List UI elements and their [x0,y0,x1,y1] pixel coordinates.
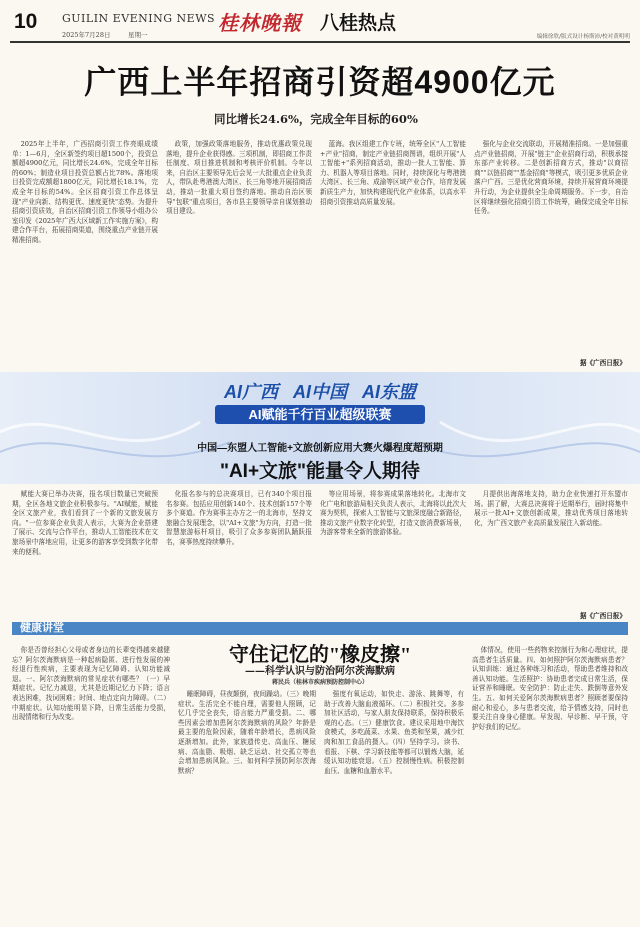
health-subhead: ——科学认识与防治阿尔茨海默病 [245,666,395,677]
health-column-label: 健康讲堂 [20,622,64,634]
ai-banner [0,372,640,484]
health-col-3: 强度有氧运动，如快走、游泳、跳舞等，有助于改善大脑血液循环。（二）积极社交。多参加社区活动，与家人朋友保持联系，保持积极乐观的心态。（三）健康饮食。建议采用地中海饮食模式，多吃蔬菜、水果、鱼类和坚果，减少红肉和加工食品的摄入。（四）坚持学习。读书、看报、下棋、学习新技能等都可以锻炼大脑，延缓认知功能衰退。（五）控制慢性病。积极控制血压、血糖和血脂水平。 [324,690,464,775]
paper-logo: 桂林晚報 [218,11,302,35]
ai-col-4: 月提供出海落地支持，助力企业快速打开东盟市场。据了解，大赛总决赛将于近期举行，届时将集中展示一批AI+文旅创新成果，推动优秀项目落地转化，为广西文旅产业高质量发展注入新动能。 [474,490,628,527]
section-title: 八桂热点 [320,13,397,34]
ai-col-3: 等应用场景，将参赛成果落地转化。北海市文化广电和旅游局相关负责人表示，北海将以此次大赛为契机，探索人工智能与文旅深度融合新路径，推动文旅产业数字化转型，打造文旅消费新场景，为游客带来全新的旅游体验。 [320,490,466,537]
story1-credit: 据《广西日报》 [579,359,626,367]
health-tag [0,622,640,636]
health-headline: 守住记忆的"橡皮擦" [228,644,412,666]
health-author: 蒋民兵（桂林市疾病预防控制中心） [271,679,368,686]
story1-col-4: 强化与企业交流联动，开展精准招商。一是加强重点产业链招商，开展"链主"企业招商行动，积极承接东部产业转移。二是创新招商方式，推动"以商招商""以链招商""基金招商"等模式，吸引更多优质企业落户广西。三是优化营商环境，持续开展营商环境提升行动，为企业提供全生命周期服务。下一步，自治区将继续强化招商引资工作统筹，确保完成全年目标任务。 [474,140,628,216]
health-tag-bar [12,622,628,635]
story1-col-3: 蓝海。我区组建工作专班，统筹全区"人工智能+产业"招商，制定产业链招商图谱，组织开展"人工智能+"系列招商活动，推动一批人工智能、算力、机器人等项目落地。同时，持续深化与粤港澳大湾区、长三角、成渝等区域产业合作，培育发展新质生产力，加快构建现代化产业体系，以高水平招商引资推动高质量发展。 [320,140,466,206]
brand-ai-china: AI中国 [293,382,347,402]
editor-credit: 编辑徐欣/版式设计杨斯沛/校对黄明明 [536,34,630,40]
issue-date: 2025年7月28日 [62,31,111,39]
banner-brand-row [0,378,640,404]
story1-subhead: 同比增长24.6%，完成全年目标的60% [214,112,418,126]
story1-headline: 广西上半年招商引资超4900亿元 [84,64,556,100]
health-col-1: 你是否曾经担心父母或者身边的长辈变得越来越健忘？阿尔茨海默病是一种起病隐匿、进行性发展的神经退行性疾病，主要表现为记忆障碍、认知功能减退。一、阿尔茨海默病的常见症状有哪些？（一）早期症状。记忆力减退，尤其是近期记忆力下降；语言表达困难，找词困难；时间、地点定向力障碍。（二）中期症状。认知功能明显下降，日常生活能力受损，出现情绪和行为改变。 [12,646,170,722]
ai-col-2: 化报名参与的总决赛项目，已有340个项目报名参赛。包括应用创新140个、技术创新157个等多个赛道。作为赛事主办方之一的北海市，坚持文旅融合发展理念，以"AI+文旅"为方向，打造一批智慧旅游标杆项目，吸引了众多参赛团队踊跃报名，赛事热度持续攀升。 [166,490,312,546]
brand-ai-guangxi: AI广西 [223,382,278,402]
banner-headline: "AI+文旅"能量令人期待 [219,461,421,482]
banner-subline: 中国—东盟人工智能+文旅创新应用大赛火爆程度超预期 [197,443,443,454]
masthead-rule [10,41,630,43]
issue-weekday: 星期一 [128,31,148,39]
health-col-2: 睡眠障碍，昼夜颠倒，夜间躁动。（三）晚期症状。生活完全不能自理，需要他人照顾，记忆几乎完全丧失，语言能力严重受损。二、哪些因素会增加患阿尔茨海默病的风险？年龄是最主要的危险因素，随着年龄增长，患病风险逐渐增加。此外，家族遗传史、高血压、糖尿病、高血脂、吸烟、缺乏运动、社交孤立等也会增加患病风险。三、如何科学预防阿尔茨海默病？ [178,690,316,775]
banner-strap: AI赋能千行百业超级联赛 [215,405,425,424]
ai-col-1: 赋能大赛已举办决赛，报名项目数量已突破预期，全区各地文旅企业积极参与。"AI赋能，赋能全区文旅产业，我们看到了一个新的文旅发展方向。"一位参赛企业负责人表示，大赛为企业搭建了展示、交流与合作平台，推动人工智能技术在文旅场景中落地应用，让更多的游客享受到数字化带来的便利。 [12,490,158,556]
page-number: 10 [14,10,38,33]
story1-col-2: 政策，加强政策落地服务，推动优惠政策兑现落地，提升企业获得感。三项机制，即招商工作责任制度、项目推进机制和考核评价机制。今年以来，自治区主要领导先后会见一大批重点企业负责人，带队赴粤港澳大湾区、长三角等地开展招商活动，推动一批重大项目签约落地。推动自治区领导"包联"重点项目，各市县主要领导亲自谋划推动项目建设。 [166,140,312,216]
masthead [0,0,640,42]
story1-col-1: 2025年上半年，广西招商引资工作亮眼成绩单：1—6月，全区新签约项目超1500个，投资总额超4900亿元，同比增长24.6%，完成全年目标的60%；制造业项目投资总额占比78%。落地项目投资完成额超1800亿元，同比增长18.1%，完成全年目标的54%。全区招商引资工作总体呈现"产业向新、结构更优、速度更快"态势。为提升招商引资质效，自治区招商引资工作领导小组办公室印发《2025年广西大区域新工作实施方案》，构建合作平台，拓展招商渠道，围绕重点产业链开展精准招商。 [12,140,158,244]
health-col-4: 体情况，使用一些药物来控制行为和心理症状，提高患者生活质量。四、如何照护阿尔茨海默病患者？认知训练：通过各种练习和活动，帮助患者维持和改善认知功能。生活照护：协助患者完成日常生活，保证营养和睡眠。安全防护：防止走失、跌倒等意外发生。五、如何关爱阿尔茨海默病患者？照顾者要保持耐心和爱心，多与患者交流，给予情感支持，同时也要关注自身身心健康。早发现、早诊断、早干预，守护好我们的记忆。 [472,646,628,731]
paper-name: GUILIN EVENING NEWS [62,12,216,25]
ai-credit: 据《广西日报》 [579,612,626,620]
brand-ai-asean: AI东盟 [362,382,417,402]
